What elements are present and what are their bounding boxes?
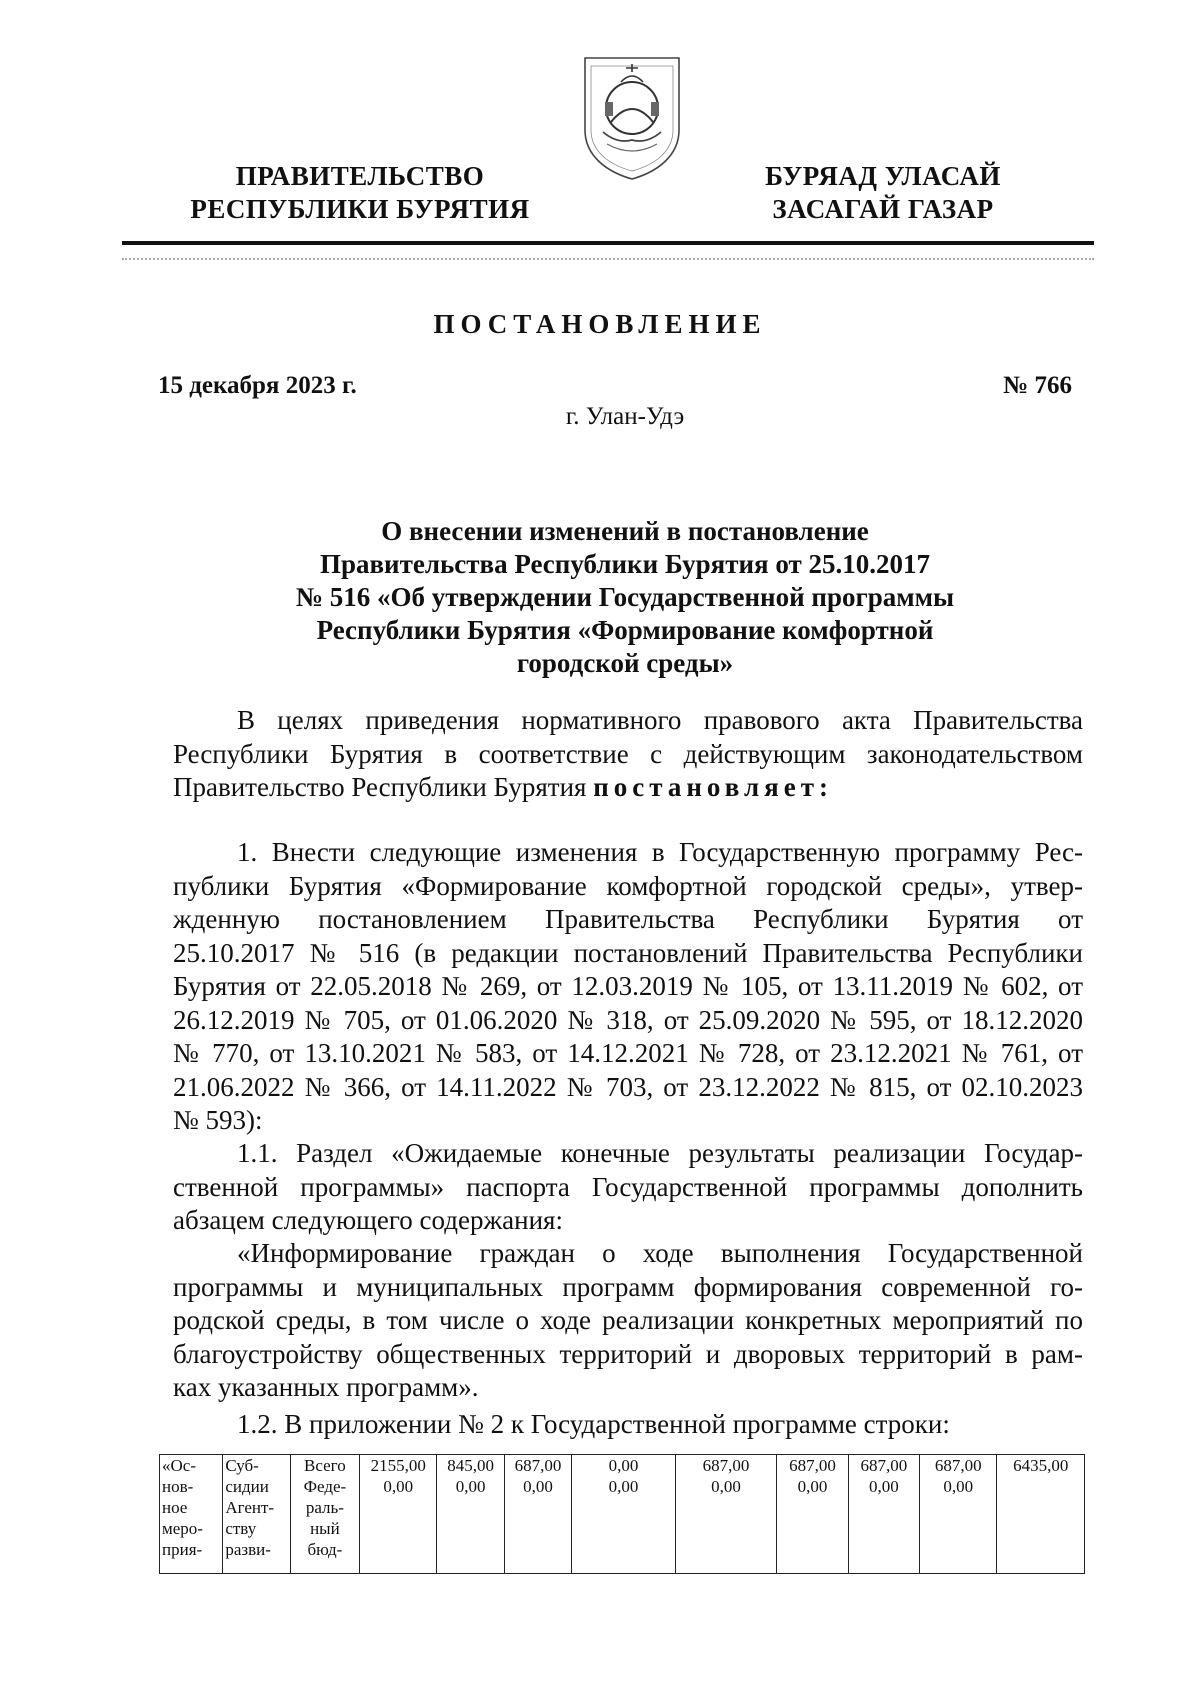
government-name-ru-line2: РЕСПУБЛИКИ БУРЯТИЯ <box>190 194 530 224</box>
table-cell-value <box>437 1455 504 1574</box>
document-type: ПОСТАНОВЛЕНИЕ <box>433 309 767 339</box>
cell-line: «Ос- <box>162 1456 196 1475</box>
cell-line: Суб- <box>225 1456 259 1475</box>
cell-line: раль- <box>305 1498 344 1517</box>
title-line: Республики Бурятия «Формирование комфортной <box>316 615 934 645</box>
government-name-bua <box>748 160 1018 226</box>
header-rule <box>122 241 1094 245</box>
cell-line: сидии <box>225 1477 269 1496</box>
text-line: № 593): <box>173 1105 263 1135</box>
document-date: 15 декабря 2023 г. <box>158 372 357 399</box>
government-name-bua-line1: БУРЯАД УЛАСАЙ <box>765 161 1001 191</box>
clause-1 <box>173 836 1083 1138</box>
government-name-ru <box>160 160 560 226</box>
cell-line: ный <box>310 1519 340 1538</box>
table-cell-value <box>675 1455 777 1574</box>
coat-of-arms-icon <box>577 52 687 182</box>
cell-total: 6435,00 <box>1013 1456 1069 1475</box>
cell-line: Всего <box>304 1456 346 1475</box>
text-line: 1.2. В приложении № 2 к Государственной программе строки: <box>237 1409 950 1439</box>
budget-table <box>159 1454 1085 1574</box>
title-line: № 516 «Об утверждении Государственной программы <box>295 582 955 612</box>
text-line: 1. Внести следующие изменения в Государственную программу Рес- <box>237 837 1083 867</box>
title-line: городской среды» <box>516 648 734 678</box>
text-line: Бурятия от 22.05.2018 № 269, от 12.03.2019 № 105, от 13.11.2019 № 602, от <box>173 971 1083 1001</box>
text-line <box>173 771 1083 805</box>
clause-1-1 <box>173 1137 1083 1238</box>
text-line: ственной программы» паспорта Государственной программы дополнить <box>173 1171 1083 1202</box>
government-name-ru-line1: ПРАВИТЕЛЬСТВО <box>235 161 485 191</box>
preamble-paragraph <box>173 704 1083 805</box>
cell-total: 0,00 <box>608 1456 639 1475</box>
text-line: ках указанных программ». <box>173 1372 479 1402</box>
table-cell-value <box>848 1455 919 1574</box>
table-cell-value <box>360 1455 437 1574</box>
text-line: 26.12.2019 № 705, от 01.06.2020 № 318, от 25.09.2020 № 595, от 18.12.2020 <box>173 1004 1083 1035</box>
cell-line: Феде- <box>303 1477 347 1496</box>
cell-federal: 0,00 <box>608 1477 639 1496</box>
cell-federal: 0,00 <box>455 1477 486 1496</box>
text-line: программы и муниципальных программ формирования современной го- <box>173 1271 1083 1302</box>
cell-federal: 0,00 <box>383 1477 414 1496</box>
government-name-bua-line2: ЗАСАГАЙ ГАЗАР <box>772 194 994 224</box>
cell-total: 687,00 <box>860 1456 908 1475</box>
preamble-text: Правительство Республики Бурятия <box>173 772 587 802</box>
text-line: В целях приведения нормативного правового акта Правительства <box>237 705 1083 735</box>
text-line: публики Бурятия «Формирование комфортной городской среды», утвер- <box>173 870 1083 901</box>
cell-federal: 0,00 <box>797 1477 828 1496</box>
table-cell-activity <box>160 1455 223 1574</box>
cell-line: ное <box>162 1498 188 1517</box>
text-line: 21.06.2022 № 366, от 14.11.2022 № 703, от 23.12.2022 № 815, от 02.10.2023 <box>173 1071 1083 1102</box>
cell-total: 687,00 <box>702 1456 750 1475</box>
text-line: «Информирование граждан о ходе выполнения Государственной <box>237 1238 1083 1268</box>
table-cell-value <box>997 1455 1085 1574</box>
text-line: родской среды, в том числе о ходе реализации конкретных мероприятий по <box>173 1305 1083 1335</box>
cell-federal: 0,00 <box>523 1477 553 1496</box>
resolves-keyword: постановляет: <box>593 772 833 802</box>
header-dotted-rule <box>122 258 1094 260</box>
document-city: г. Улан-Удэ <box>565 403 685 430</box>
title-line: О внесении изменений в постановление <box>381 516 869 546</box>
cell-total: 2155,00 <box>370 1456 426 1475</box>
title-line: Правительства Республики Бурятия от 25.10.2017 <box>319 549 931 579</box>
clause-1-2 <box>173 1408 1083 1442</box>
table-cell-value <box>504 1455 571 1574</box>
text-line: 1.1. Раздел «Ожидаемые конечные результаты реализации Государ- <box>237 1138 1083 1168</box>
text-line: абзацем следующего содержания: <box>173 1205 563 1235</box>
table-cell-value <box>920 1455 997 1574</box>
text-line: Республики Бурятия в соответствие с действующим законодательством <box>173 738 1083 769</box>
text-line: № 770, от 13.10.2021 № 583, от 14.12.2021 № 728, от 23.12.2021 № 761, от <box>173 1038 1083 1068</box>
text-line: жденную постановлением Правительства Республики Бурятия от <box>173 904 1083 934</box>
table-cell-value <box>777 1455 848 1574</box>
cell-line: прия- <box>162 1540 203 1559</box>
text-line: благоустройству общественных территорий и дворовых территорий в рам- <box>173 1338 1083 1369</box>
cell-total: 687,00 <box>514 1456 562 1475</box>
cell-line: ству <box>225 1519 257 1538</box>
document-number: № 766 <box>1003 372 1072 399</box>
table-cell-subsidy <box>223 1455 290 1574</box>
cell-total: 845,00 <box>447 1456 495 1475</box>
clause-1-1-quote <box>173 1237 1083 1405</box>
cell-line: меро- <box>162 1519 203 1538</box>
table-cell-source <box>290 1455 359 1574</box>
cell-federal: 0,00 <box>868 1477 899 1496</box>
cell-federal: 0,00 <box>711 1477 741 1496</box>
cell-line: Агент- <box>225 1498 275 1517</box>
cell-line: бюд- <box>307 1540 343 1559</box>
table-row <box>160 1455 1085 1574</box>
cell-federal: 0,00 <box>943 1477 974 1496</box>
cell-line: нов- <box>162 1477 194 1496</box>
cell-total: 687,00 <box>934 1456 982 1475</box>
cell-total: 687,00 <box>789 1456 836 1475</box>
table-cell-value <box>572 1455 676 1574</box>
cell-line: разви- <box>225 1540 271 1559</box>
text-line: 25.10.2017 № 516 (в редакции постановлений Правительства Республики <box>173 937 1083 968</box>
document-title <box>200 515 1050 680</box>
